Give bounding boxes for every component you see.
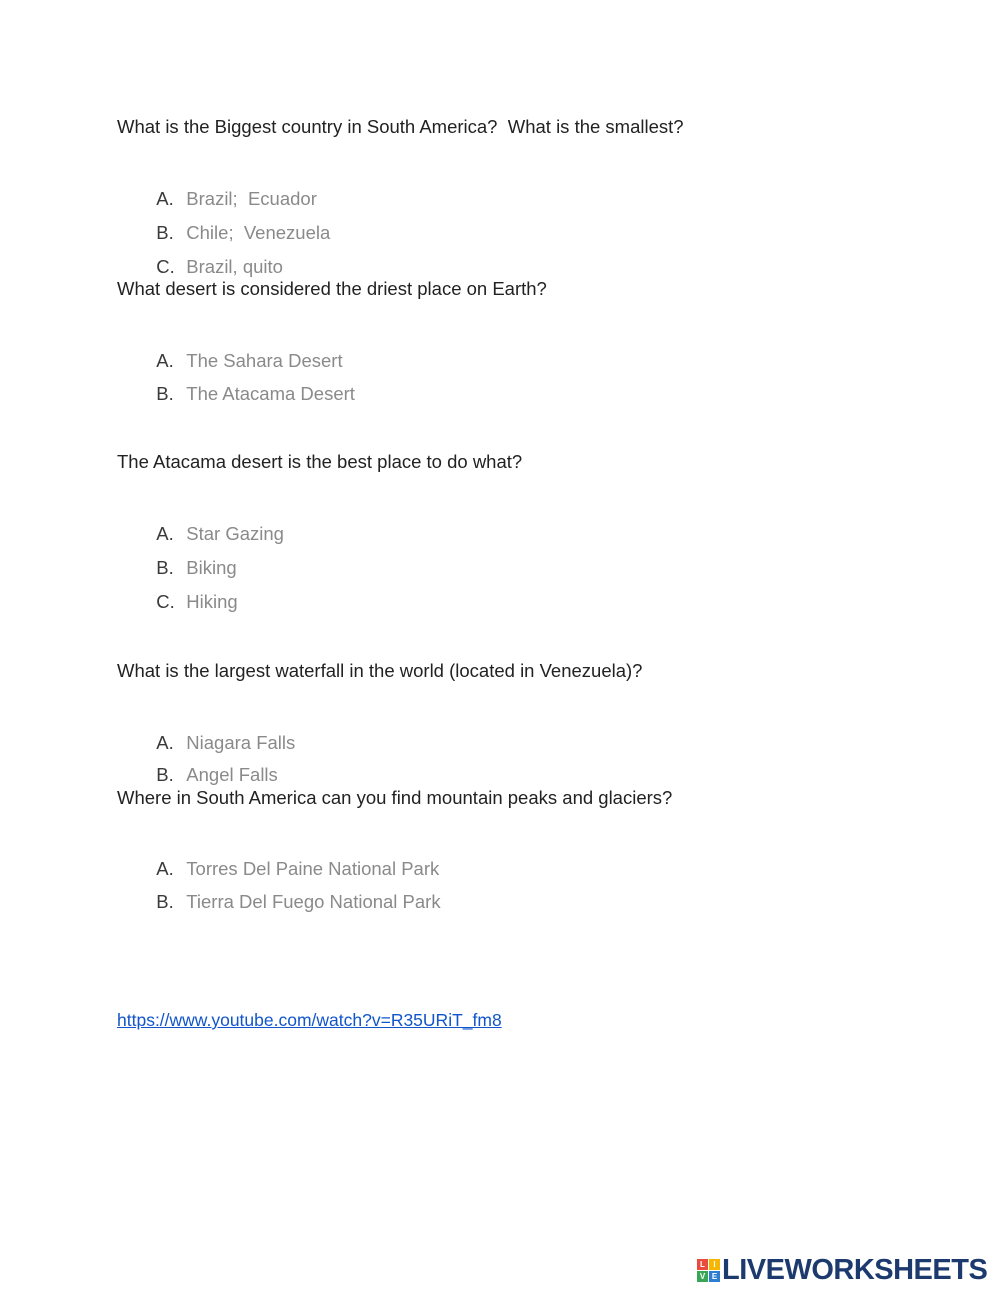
option-text: Biking xyxy=(186,557,237,578)
logo-tile-v: V xyxy=(697,1271,708,1282)
question-4-text: What is the largest waterfall in the world (located in Venezuela)? xyxy=(117,660,643,681)
option-text: The Sahara Desert xyxy=(186,350,343,371)
option-text: Torres Del Paine National Park xyxy=(186,858,440,879)
liveworksheets-brand xyxy=(697,1253,987,1287)
option-letter: C. xyxy=(156,256,175,277)
option-letter: B. xyxy=(156,764,174,785)
option-text: Brazil, quito xyxy=(186,256,283,277)
question-5-option-b[interactable] xyxy=(146,866,441,914)
option-text: The Atacama Desert xyxy=(186,383,355,404)
option-letter: A. xyxy=(156,523,174,544)
option-letter: C. xyxy=(156,591,175,612)
question-3-option-c[interactable] xyxy=(146,566,238,614)
option-text: Chile; Venezuela xyxy=(186,222,331,243)
option-text: Angel Falls xyxy=(186,764,278,785)
option-letter: A. xyxy=(156,732,174,753)
option-letter: B. xyxy=(156,383,174,404)
option-letter: B. xyxy=(156,557,174,578)
question-4-option-b[interactable] xyxy=(146,739,278,787)
youtube-link[interactable]: https://www.youtube.com/watch?v=R35URiT_fm8 xyxy=(117,1010,502,1030)
option-text: Brazil; Ecuador xyxy=(186,188,317,209)
question-1-text: What is the Biggest country in South America? What is the smallest? xyxy=(117,116,684,137)
logo-tile-i: I xyxy=(709,1259,720,1270)
liveworksheets-logo-icon xyxy=(697,1259,720,1282)
question-1-option-c[interactable] xyxy=(146,231,283,279)
question-3-text: The Atacama desert is the best place to do what? xyxy=(117,451,523,472)
question-2-text: What desert is considered the driest place on Earth? xyxy=(117,278,547,299)
option-text: Niagara Falls xyxy=(186,732,296,753)
option-letter: A. xyxy=(156,188,174,209)
option-letter: A. xyxy=(156,858,174,879)
option-letter: A. xyxy=(156,350,174,371)
question-5-text: Where in South America can you find mountain peaks and glaciers? xyxy=(117,787,673,808)
question-2-option-b[interactable] xyxy=(146,358,355,406)
logo-tile-e: E xyxy=(709,1271,720,1282)
logo-tile-l: L xyxy=(697,1259,708,1270)
brand-wordmark: LIVEWORKSHEETS xyxy=(722,1253,988,1286)
option-text: Star Gazing xyxy=(186,523,284,544)
option-text: Hiking xyxy=(186,591,238,612)
option-text: Tierra Del Fuego National Park xyxy=(186,891,441,912)
option-letter: B. xyxy=(156,891,174,912)
option-letter: B. xyxy=(156,222,174,243)
